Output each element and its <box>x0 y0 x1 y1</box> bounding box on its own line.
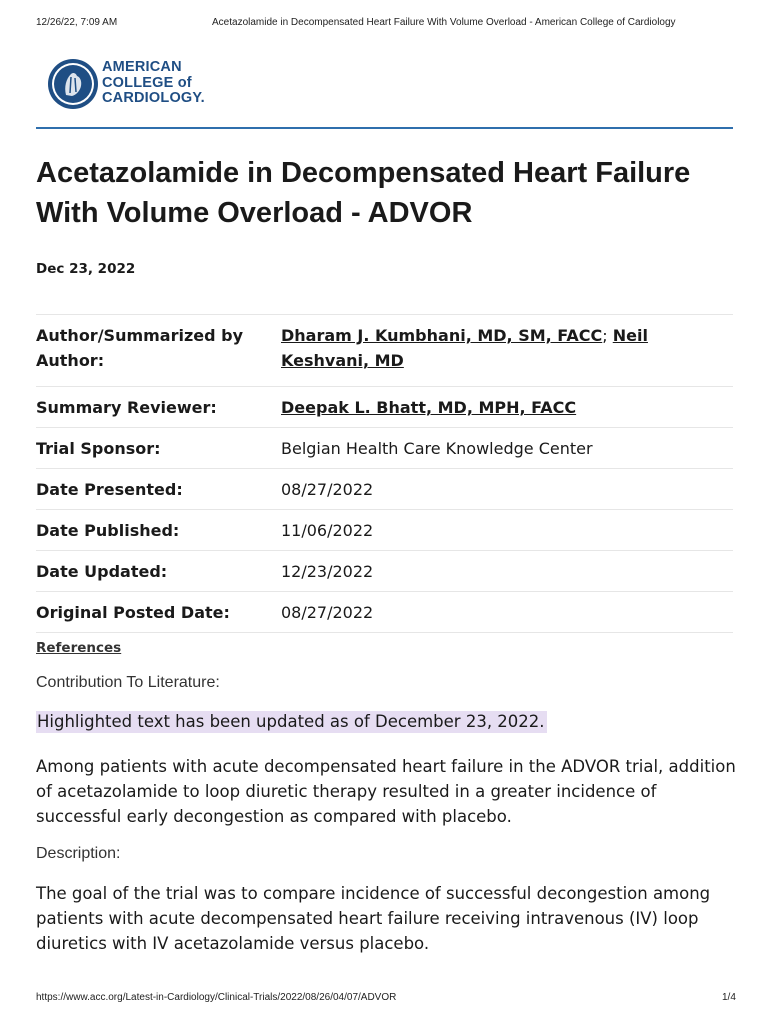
acc-seal-icon <box>46 57 100 111</box>
publish-date: Dec 23, 2022 <box>36 261 136 277</box>
original-label: Original Posted Date: <box>36 603 230 622</box>
meta-row-presented <box>36 468 733 509</box>
updated-value: 12/23/2022 <box>281 562 374 581</box>
presented-value: 08/27/2022 <box>281 480 374 499</box>
print-page-number: 1/4 <box>722 992 736 1003</box>
meta-table-bottom-border <box>36 632 733 633</box>
reviewer-value <box>281 395 731 420</box>
meta-row-updated <box>36 550 733 591</box>
author-value <box>281 323 731 373</box>
acc-wordmark <box>102 60 205 107</box>
reviewer-label: Summary Reviewer: <box>36 398 217 417</box>
reviewer-link[interactable]: Deepak L. Bhatt, MD, MPH, FACC <box>281 398 577 417</box>
description-paragraph: The goal of the trial was to compare incidence of successful decongestion among patients with acute decompensated heart failure receiving intravenous (IV) loop diuretics with IV acetazolamide versus placebo. <box>36 884 711 953</box>
logo-line-2: COLLEGE of <box>102 74 192 91</box>
contribution-label: Contribution To Literature: <box>36 674 220 691</box>
trial-meta-table <box>36 314 733 633</box>
author-link-2[interactable]: Neil Keshvani, MD <box>281 326 648 370</box>
meta-row-published <box>36 509 733 550</box>
sponsor-label: Trial Sponsor: <box>36 439 161 458</box>
meta-row-author <box>36 314 733 386</box>
update-highlight: Highlighted text has been updated as of December 23, 2022. <box>37 712 545 731</box>
meta-row-original <box>36 591 733 632</box>
references-link[interactable]: References <box>36 640 122 656</box>
description-label: Description: <box>36 845 121 862</box>
presented-label: Date Presented: <box>36 480 183 499</box>
logo-line-3: CARDIOLOGY. <box>102 90 205 106</box>
meta-row-reviewer <box>36 386 733 427</box>
print-page-title: Acetazolamide in Decompensated Heart Failure With Volume Overload - American College of Cardiology <box>212 17 676 28</box>
author-link-1[interactable]: Dharam J. Kumbhani, MD, SM, FACC <box>281 326 603 345</box>
sponsor-value: Belgian Health Care Knowledge Center <box>281 439 593 458</box>
original-value: 08/27/2022 <box>281 603 374 622</box>
print-header <box>0 17 768 31</box>
page-title: Acetazolamide in Decompensated Heart Failure With Volume Overload - ADVOR <box>36 157 691 229</box>
author-label: Author/Summarized by Author: <box>36 326 244 370</box>
published-label: Date Published: <box>36 521 180 540</box>
contribution-paragraph: Among patients with acute decompensated heart failure in the ADVOR trial, addition of acetazolamide to loop diuretic therapy resulted in a greater incidence of successful early decongestion as compared with placebo. <box>36 757 736 826</box>
logo-line-1: AMERICAN <box>102 59 182 75</box>
author-separator: ; <box>602 326 608 345</box>
acc-logo[interactable] <box>46 57 246 113</box>
meta-row-sponsor <box>36 427 733 468</box>
print-date: 12/26/22, 7:09 AM <box>36 17 118 28</box>
print-url: https://www.acc.org/Latest-in-Cardiology/Clinical-Trials/2022/08/26/04/07/ADVOR <box>36 992 397 1003</box>
published-value: 11/06/2022 <box>281 521 374 540</box>
updated-label: Date Updated: <box>36 562 168 581</box>
header-divider <box>36 127 733 129</box>
